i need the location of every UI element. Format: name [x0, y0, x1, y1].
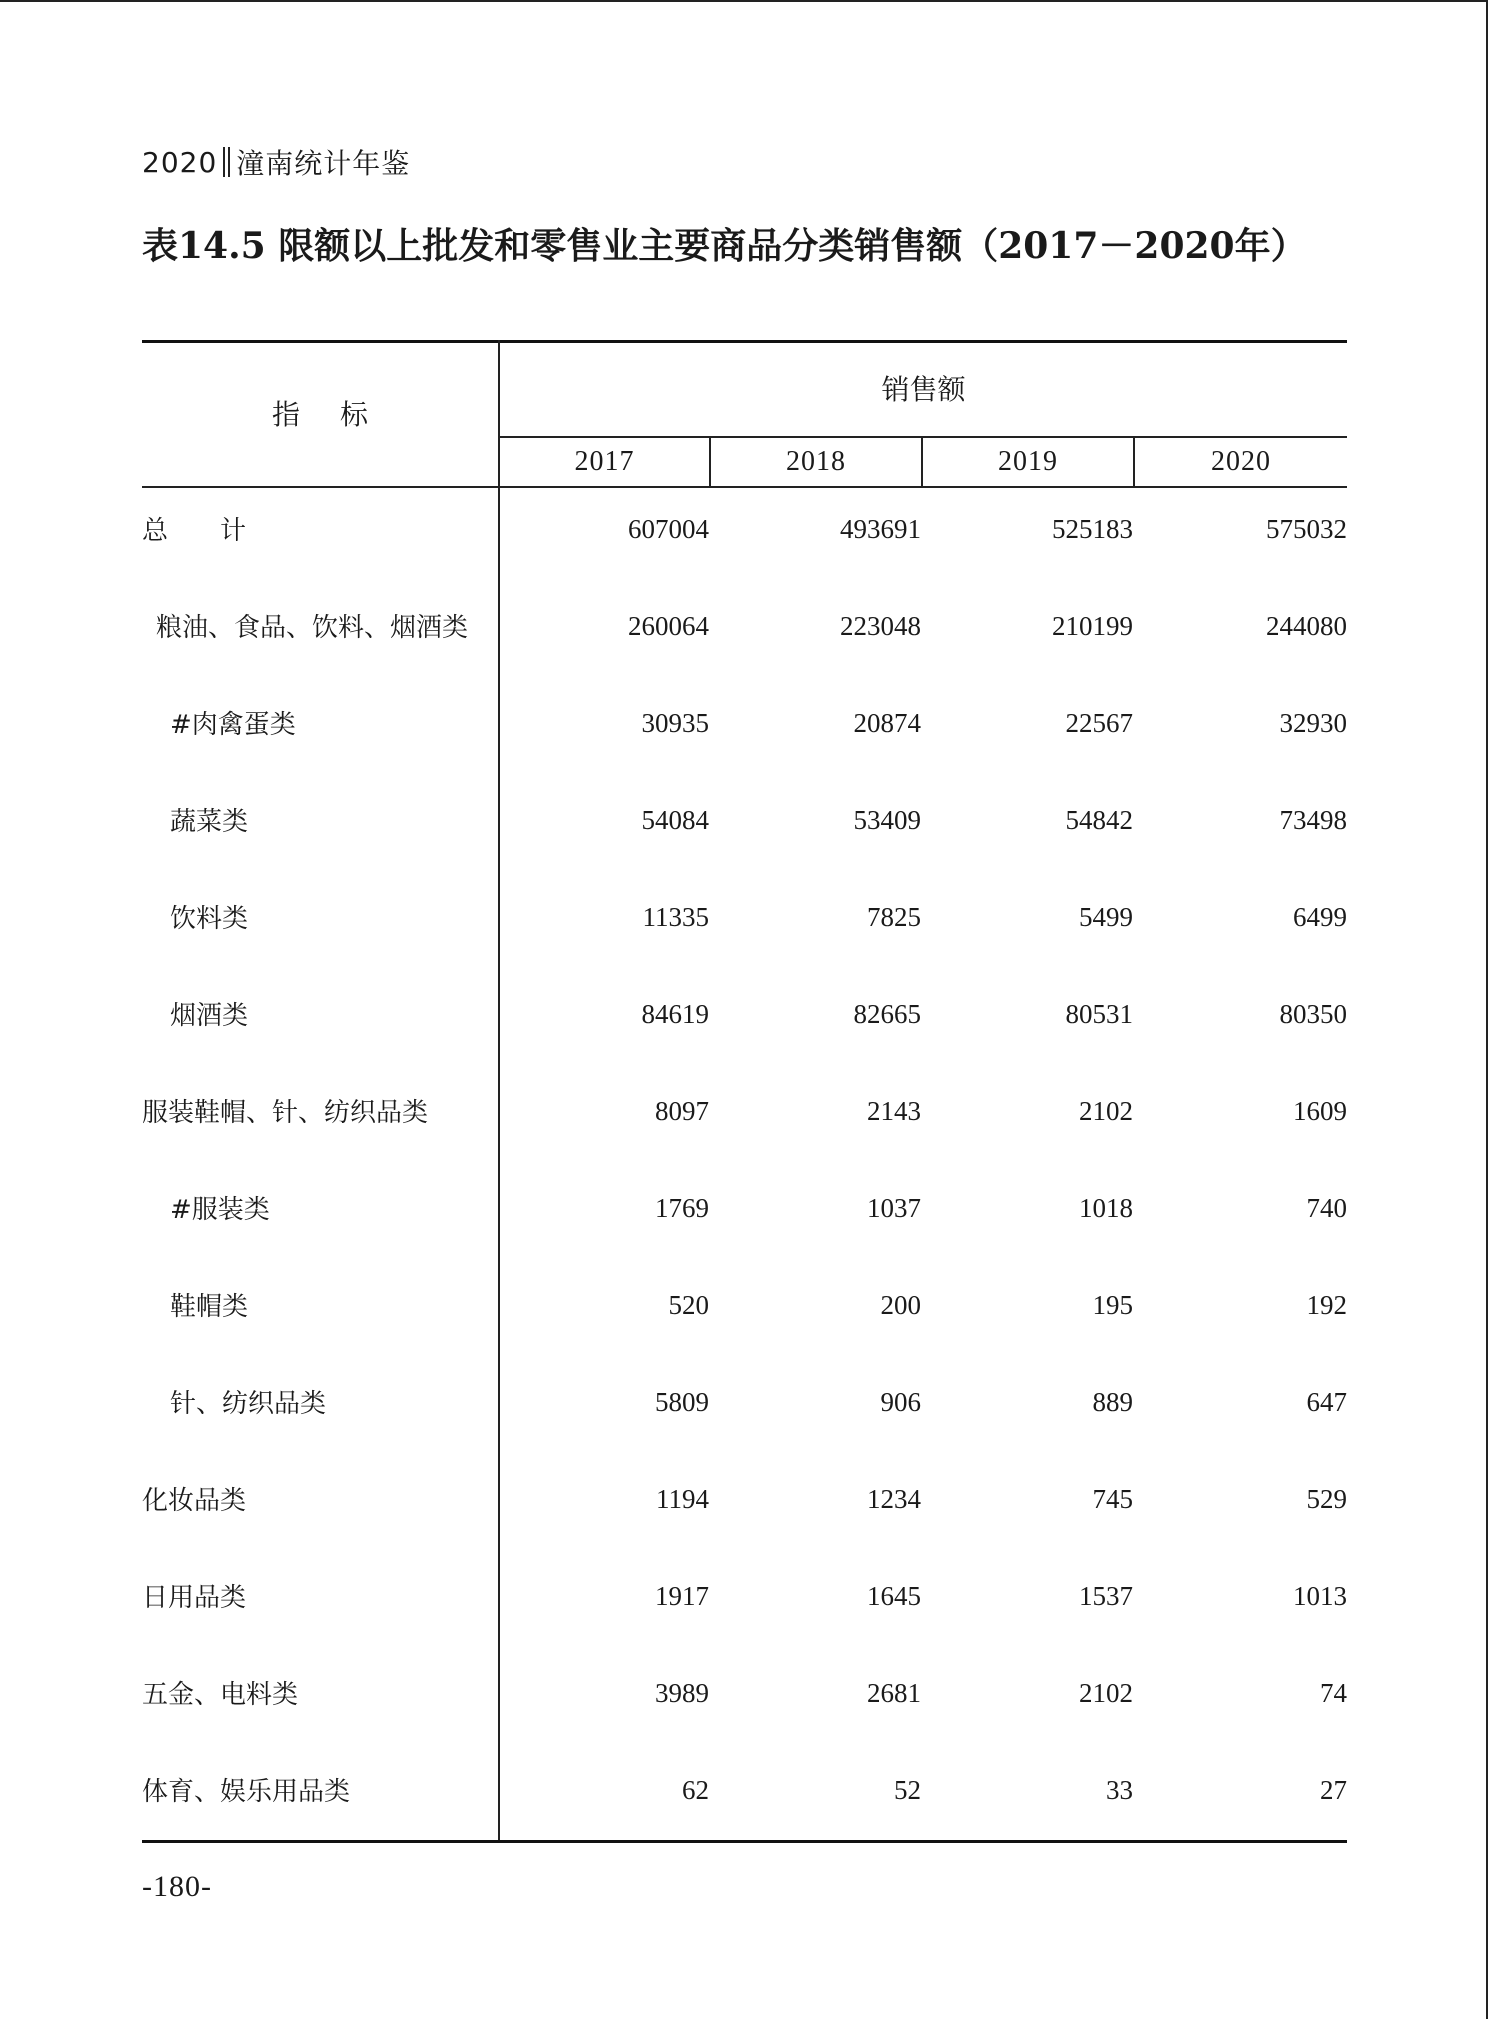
- running-head-book: 潼南统计年鉴: [236, 147, 411, 180]
- value-cell-2019: 80531: [1065, 998, 1133, 1029]
- table-row: [142, 1458, 1347, 1555]
- value-cell-2018: 53409: [853, 804, 921, 835]
- value-cell-2018: 2681: [867, 1677, 921, 1708]
- row-label: #服装类: [170, 1194, 270, 1225]
- row-label: 粮油、食品、饮料、烟酒类: [156, 612, 469, 643]
- value-cell-2019: 889: [1092, 1386, 1133, 1417]
- year-header-2018: 2018: [786, 446, 846, 477]
- table-bottom-rule: [142, 1840, 1347, 1843]
- value-cell-2020: 575032: [1266, 513, 1347, 544]
- value-cell-2017: 1769: [655, 1192, 709, 1223]
- value-cell-2019: 5499: [1079, 901, 1133, 932]
- table-row: [142, 1264, 1347, 1361]
- row-label: 蔬菜类: [170, 806, 249, 837]
- row-label: 化妆品类: [142, 1485, 247, 1516]
- value-cell-2020: 192: [1306, 1289, 1347, 1320]
- value-cell-2018: 52: [894, 1774, 921, 1805]
- value-cell-2019: 2102: [1079, 1677, 1133, 1708]
- table-row: [142, 876, 1347, 973]
- value-cell-2017: 8097: [655, 1095, 709, 1126]
- value-cell-2017: 3989: [655, 1677, 709, 1708]
- value-cell-2017: 1917: [655, 1580, 709, 1611]
- value-cell-2019: 195: [1092, 1289, 1133, 1320]
- table-row: [142, 1652, 1347, 1749]
- table-row: [142, 1361, 1347, 1458]
- value-cell-2018: 82665: [853, 998, 921, 1029]
- table-row: [142, 1167, 1347, 1264]
- value-cell-2017: 607004: [628, 513, 709, 544]
- value-cell-2018: 1234: [867, 1483, 921, 1514]
- value-cell-2018: 493691: [840, 513, 921, 544]
- row-label: 五金、电料类: [142, 1679, 299, 1710]
- table-row: [142, 1749, 1347, 1846]
- value-cell-2020: 244080: [1266, 610, 1347, 641]
- value-cell-2020: 647: [1306, 1386, 1347, 1417]
- year-header-2020: 2020: [1211, 446, 1271, 477]
- table-row: [142, 779, 1347, 876]
- value-cell-2020: 80350: [1279, 998, 1347, 1029]
- value-cell-2020: 32930: [1279, 707, 1347, 738]
- value-cell-2019: 745: [1092, 1483, 1133, 1514]
- row-label: 鞋帽类: [170, 1291, 249, 1322]
- value-cell-2018: 906: [880, 1386, 921, 1417]
- value-cell-2019: 210199: [1052, 610, 1133, 641]
- value-cell-2020: 740: [1306, 1192, 1347, 1223]
- year-header-2019: 2019: [998, 446, 1058, 477]
- value-cell-2020: 529: [1306, 1483, 1347, 1514]
- running-head-separator: [223, 147, 230, 177]
- value-cell-2017: 5809: [655, 1386, 709, 1417]
- value-cell-2019: 525183: [1052, 513, 1133, 544]
- row-label: 体育、娱乐用品类: [142, 1776, 351, 1807]
- sales-group-header: 销售额: [881, 373, 966, 406]
- value-cell-2017: 62: [682, 1774, 709, 1805]
- value-cell-2020: 1609: [1293, 1095, 1347, 1126]
- row-label: 总 计: [142, 515, 247, 546]
- year-header-2017: 2017: [574, 446, 635, 477]
- value-cell-2018: 1037: [867, 1192, 921, 1223]
- value-cell-2017: 30935: [641, 707, 709, 738]
- value-cell-2018: 20874: [853, 707, 921, 738]
- row-label: 日用品类: [142, 1582, 247, 1613]
- table-title: 表14.5 限额以上批发和零售业主要商品分类销售额（2017－2020年）: [142, 225, 1307, 267]
- value-cell-2020: 6499: [1293, 901, 1347, 932]
- value-cell-2018: 223048: [840, 610, 921, 641]
- row-label: 服装鞋帽、针、纺织品类: [142, 1097, 429, 1128]
- value-cell-2017: 54084: [641, 804, 709, 835]
- value-cell-2020: 1013: [1293, 1580, 1347, 1611]
- row-label: 饮料类: [170, 903, 249, 934]
- row-label: 针、纺织品类: [170, 1388, 327, 1419]
- table-row: [142, 1555, 1347, 1652]
- value-cell-2019: 1537: [1079, 1580, 1133, 1611]
- table-row: [142, 585, 1347, 682]
- value-cell-2018: 7825: [867, 901, 921, 932]
- value-cell-2020: 27: [1320, 1774, 1347, 1805]
- value-cell-2017: 260064: [628, 610, 709, 641]
- value-cell-2019: 54842: [1065, 804, 1133, 835]
- value-cell-2017: 1194: [656, 1483, 709, 1514]
- table-row: [142, 973, 1347, 1070]
- table-row: [142, 1070, 1347, 1167]
- indicator-header: 指标: [271, 398, 408, 431]
- row-label: 烟酒类: [170, 1000, 249, 1031]
- value-cell-2019: 33: [1106, 1774, 1133, 1805]
- value-cell-2019: 1018: [1079, 1192, 1133, 1223]
- value-cell-2018: 200: [880, 1289, 921, 1320]
- value-cell-2019: 22567: [1065, 707, 1133, 738]
- value-cell-2018: 1645: [867, 1580, 921, 1611]
- page-number: -180-: [142, 1870, 212, 1903]
- running-head-year: 2020: [142, 145, 218, 179]
- row-label: #肉禽蛋类: [170, 709, 296, 740]
- value-cell-2019: 2102: [1079, 1095, 1133, 1126]
- value-cell-2017: 520: [668, 1289, 709, 1320]
- table-row: [142, 488, 1347, 585]
- value-cell-2017: 11335: [642, 901, 709, 932]
- table-row: [142, 682, 1347, 779]
- value-cell-2017: 84619: [641, 998, 709, 1029]
- running-head: [142, 142, 410, 182]
- value-cell-2020: 74: [1320, 1677, 1347, 1708]
- value-cell-2020: 73498: [1279, 804, 1347, 835]
- value-cell-2018: 2143: [867, 1095, 921, 1126]
